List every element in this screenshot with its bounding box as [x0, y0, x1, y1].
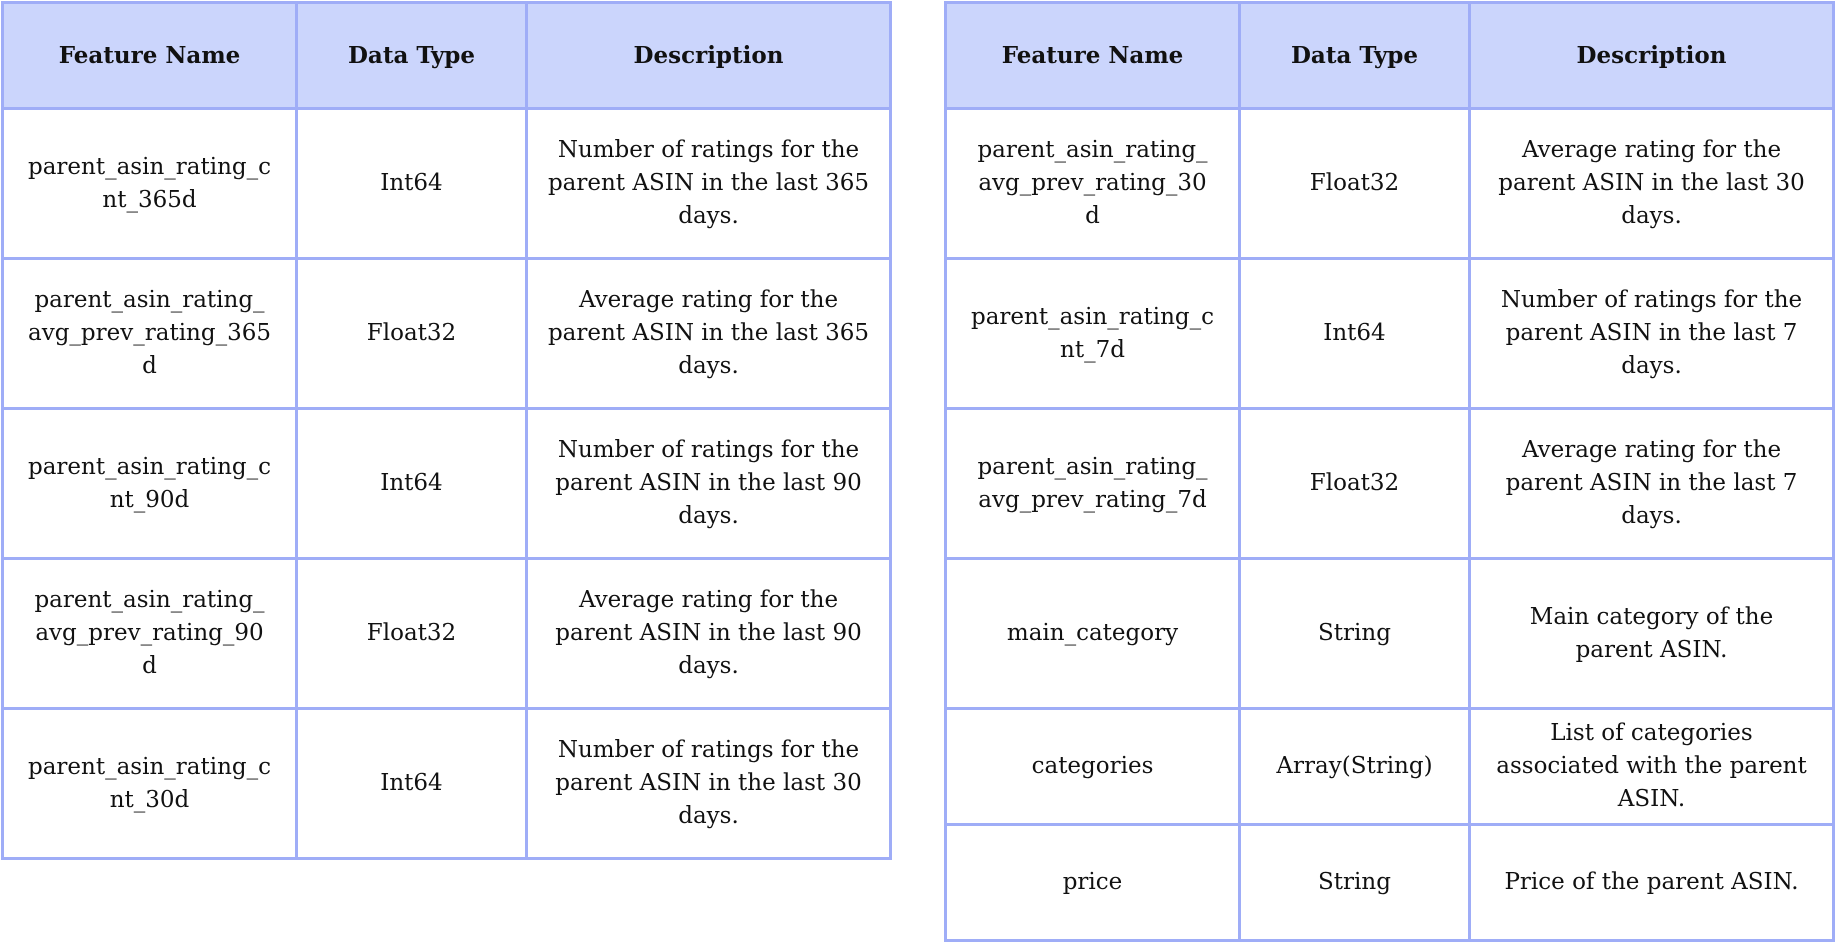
header-data-type: Data Type: [1240, 3, 1470, 109]
table-row: [3, 709, 891, 859]
description-cell: Average rating for the parent ASIN in the last 7 days.: [1470, 409, 1834, 559]
data-type-cell: Int64: [297, 709, 527, 859]
table-header-row: [946, 3, 1834, 109]
description-cell: Average rating for the parent ASIN in the last 90 days.: [527, 559, 891, 709]
feature-name-cell: parent_asin_rating_cnt_30d: [3, 709, 297, 859]
feature-name-cell: parent_asin_rating_avg_prev_rating_90d: [3, 559, 297, 709]
data-type-cell: Array(String): [1240, 709, 1470, 825]
table-row: [946, 109, 1834, 259]
table-row: [946, 709, 1834, 825]
data-type-cell: String: [1240, 825, 1470, 941]
table-header-row: [3, 3, 891, 109]
data-type-cell: Int64: [297, 409, 527, 559]
feature-name-cell: parent_asin_rating_avg_prev_rating_7d: [946, 409, 1240, 559]
description-cell: Number of ratings for the parent ASIN in the last 90 days.: [527, 409, 891, 559]
data-type-cell: Int64: [297, 109, 527, 259]
header-feature-name: Feature Name: [946, 3, 1240, 109]
description-cell: List of categories associated with the parent ASIN.: [1470, 709, 1834, 825]
header-description: Description: [527, 3, 891, 109]
data-type-cell: Float32: [297, 559, 527, 709]
feature-name-cell: parent_asin_rating_avg_prev_rating_30d: [946, 109, 1240, 259]
header-feature-name: Feature Name: [3, 3, 297, 109]
description-cell: Number of ratings for the parent ASIN in the last 7 days.: [1470, 259, 1834, 409]
header-description: Description: [1470, 3, 1834, 109]
description-cell: Number of ratings for the parent ASIN in the last 365 days.: [527, 109, 891, 259]
description-cell: Price of the parent ASIN.: [1470, 825, 1834, 941]
feature-name-cell: parent_asin_rating_cnt_365d: [3, 109, 297, 259]
feature-name-cell: price: [946, 825, 1240, 941]
description-cell: Number of ratings for the parent ASIN in the last 30 days.: [527, 709, 891, 859]
data-type-cell: Int64: [1240, 259, 1470, 409]
feature-name-cell: parent_asin_rating_avg_prev_rating_365d: [3, 259, 297, 409]
table-row: [946, 409, 1834, 559]
table-row: [3, 259, 891, 409]
table-row: [946, 559, 1834, 709]
table-row: [3, 559, 891, 709]
table-row: [946, 825, 1834, 941]
feature-name-cell: parent_asin_rating_cnt_7d: [946, 259, 1240, 409]
description-cell: Average rating for the parent ASIN in the last 30 days.: [1470, 109, 1834, 259]
table-row: [3, 109, 891, 259]
feature-name-cell: main_category: [946, 559, 1240, 709]
feature-table-left: [1, 1, 892, 860]
header-data-type: Data Type: [297, 3, 527, 109]
description-cell: Average rating for the parent ASIN in the last 365 days.: [527, 259, 891, 409]
data-type-cell: String: [1240, 559, 1470, 709]
table-row: [3, 409, 891, 559]
data-type-cell: Float32: [1240, 409, 1470, 559]
feature-name-cell: categories: [946, 709, 1240, 825]
data-type-cell: Float32: [1240, 109, 1470, 259]
table-row: [946, 259, 1834, 409]
description-cell: Main category of the parent ASIN.: [1470, 559, 1834, 709]
data-type-cell: Float32: [297, 259, 527, 409]
feature-table-right: [944, 1, 1835, 942]
feature-name-cell: parent_asin_rating_cnt_90d: [3, 409, 297, 559]
